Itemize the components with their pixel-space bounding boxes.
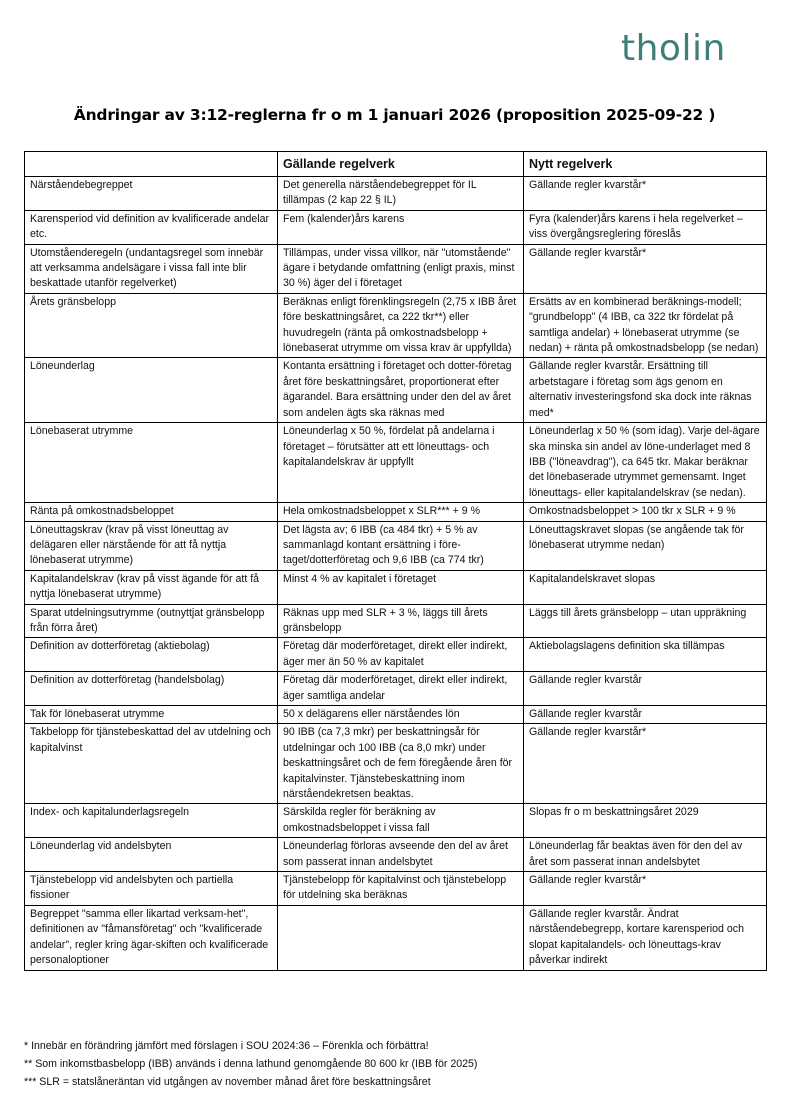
current-rule-cell: Kontanta ersättning i företaget och dotter-företag året före beskattningsåret, proportionerat efter ägarandel. Bara ersättning under den del av året som andelen ägts ska räknas med — [278, 358, 524, 423]
table-row — [25, 358, 767, 423]
new-rule-cell: Löneunderlag får beaktas även för den del av året som passerat innan andelsbytet — [524, 838, 767, 872]
new-rule-cell: Fyra (kalender)års karens i hela regelverket – viss övergångsreglering föreslås — [524, 210, 767, 244]
new-rule-cell: Omkostnadsbeloppet > 100 tkr x SLR + 9 % — [524, 503, 767, 521]
footnote: * Innebär en förändring jämfört med förslagen i SOU 2024:36 – Förenkla och förbättra! — [24, 1040, 429, 1052]
table-row — [25, 177, 767, 211]
topic-cell: Lönebaserat utrymme — [25, 423, 278, 503]
header-current-rules: Gällande regelverk — [278, 152, 524, 177]
table-row — [25, 423, 767, 503]
topic-cell: Löneunderlag vid andelsbyten — [25, 838, 278, 872]
new-rule-cell: Gällande regler kvarstår — [524, 706, 767, 724]
tholin-logo: tholin — [621, 28, 726, 69]
topic-cell: Definition av dotterföretag (handelsbolag) — [25, 672, 278, 706]
table-header-row — [25, 152, 767, 177]
current-rule-cell: Det generella närståendebegreppet för IL tillämpas (2 kap 22 § IL) — [278, 177, 524, 211]
rules-comparison-table — [24, 151, 767, 971]
table-row — [25, 905, 767, 970]
topic-cell: Utomståenderegeln (undantagsregel som innebär att verksamma andelsägare i vissa fall inte blir beskattade utanför regelverket) — [25, 244, 278, 293]
header-new-rules: Nytt regelverk — [524, 152, 767, 177]
current-rule-cell: Löneunderlag förloras avseende den del av året som passerat innan andelsbytet — [278, 838, 524, 872]
table-row — [25, 706, 767, 724]
current-rule-cell: Företag där moderföretaget, direkt eller indirekt, äger samtliga andelar — [278, 672, 524, 706]
topic-cell: Index- och kapitalunderlagsregeln — [25, 804, 278, 838]
new-rule-cell: Gällande regler kvarstår* — [524, 872, 767, 906]
topic-cell: Sparat utdelningsutrymme (outnyttjat gränsbelopp från förra året) — [25, 604, 278, 638]
table-row — [25, 293, 767, 358]
table-row — [25, 521, 767, 570]
current-rule-cell: Särskilda regler för beräkning av omkostnadsbeloppet i vissa fall — [278, 804, 524, 838]
current-rule-cell: Hela omkostnadsbeloppet x SLR*** + 9 % — [278, 503, 524, 521]
current-rule-cell: Det lägsta av; 6 IBB (ca 484 tkr) + 5 % av sammanlagd kontant ersättning i före-taget/dotterföretag och 9,6 IBB (ca 774 tkr) — [278, 521, 524, 570]
table-row — [25, 672, 767, 706]
current-rule-cell: Beräknas enligt förenklingsregeln (2,75 x IBB året före beskattningsåret, ca 222 tkr**) eller huvudregeln (ränta på omkostnadsbelopp + lönebaserat utrymme om vissa krav är uppfyllda) — [278, 293, 524, 358]
new-rule-cell: Gällande regler kvarstår* — [524, 177, 767, 211]
table-row — [25, 210, 767, 244]
current-rule-cell: Minst 4 % av kapitalet i företaget — [278, 570, 524, 604]
new-rule-cell: Ersätts av en kombinerad beräknings-modell; "grundbelopp" (4 IBB, ca 322 tkr fördelat på samtliga andelar) + lönebaserat utrymme (se nedan) + ränta på omkostnadsbelopp (se nedan) — [524, 293, 767, 358]
topic-cell: Tak för lönebaserat utrymme — [25, 706, 278, 724]
footnote: ** Som inkomstbasbelopp (IBB) används i denna lathund genomgående 80 600 kr (IBB för 2025) — [24, 1058, 478, 1070]
footnote: *** SLR = statslåneräntan vid utgången av november månad året före beskattningsåret — [24, 1076, 431, 1088]
current-rule-cell: Tjänstebelopp för kapitalvinst och tjänstebelopp för utdelning ska beräknas — [278, 872, 524, 906]
header-topic — [25, 152, 278, 177]
new-rule-cell: Gällande regler kvarstår. Ersättning till arbetstagare i företag som ägs genom en alternativ investeringsfond ska dock inte räknas med* — [524, 358, 767, 423]
new-rule-cell: Gällande regler kvarstår. Ändrat närståendebegrepp, kortare karensperiod och slopat kapitalandels- och löneuttags-krav påverkar indirekt — [524, 905, 767, 970]
new-rule-cell: Gällande regler kvarstår — [524, 672, 767, 706]
current-rule-cell: 90 IBB (ca 7,3 mkr) per beskattningsår för utdelningar och 100 IBB (ca 8,0 mkr) under beskattningsåret och de fem föregående åren för kapitalvinster. Tjänstebeskattning inom närståendekretsen beaktas. — [278, 724, 524, 804]
new-rule-cell: Löneunderlag x 50 % (som idag). Varje del-ägare ska minska sin andel av löne-underlaget med 8 IBB ("löneavdrag"), ca 645 tkr. Makar beräknar det lönebaserade utrymmet gemensamt. Inget löneuttags- eller kapitalandelskrav (se nedan). — [524, 423, 767, 503]
topic-cell: Takbelopp för tjänstebeskattad del av utdelning och kapitalvinst — [25, 724, 278, 804]
new-rule-cell: Kapitalandelskravet slopas — [524, 570, 767, 604]
current-rule-cell: Löneunderlag x 50 %, fördelat på andelarna i företaget – förutsätter att ett löneuttags- och kapitalandelskrav är uppfyllt — [278, 423, 524, 503]
topic-cell: Karensperiod vid definition av kvalificerade andelar etc. — [25, 210, 278, 244]
topic-cell: Löneunderlag — [25, 358, 278, 423]
page-title: Ändringar av 3:12-reglerna fr o m 1 januari 2026 (proposition 2025-09-22 ) — [73, 106, 716, 124]
table-row — [25, 503, 767, 521]
topic-cell: Kapitalandelskrav (krav på visst ägande för att få nyttja lönebaserat utrymme) — [25, 570, 278, 604]
table-row — [25, 838, 767, 872]
topic-cell: Ränta på omkostnadsbeloppet — [25, 503, 278, 521]
table-row — [25, 872, 767, 906]
topic-cell: Årets gränsbelopp — [25, 293, 278, 358]
current-rule-cell — [278, 905, 524, 970]
table-row — [25, 604, 767, 638]
table-row — [25, 638, 767, 672]
topic-cell: Tjänstebelopp vid andelsbyten och partiella fissioner — [25, 872, 278, 906]
table-row — [25, 570, 767, 604]
current-rule-cell: Fem (kalender)års karens — [278, 210, 524, 244]
new-rule-cell: Gällande regler kvarstår* — [524, 244, 767, 293]
footnotes — [24, 1037, 764, 1091]
table-row — [25, 724, 767, 804]
topic-cell: Närståendebegreppet — [25, 177, 278, 211]
new-rule-cell: Slopas fr o m beskattningsåret 2029 — [524, 804, 767, 838]
topic-cell: Definition av dotterföretag (aktiebolag) — [25, 638, 278, 672]
current-rule-cell: Tillämpas, under vissa villkor, när "utomstående" ägare i betydande omfattning (enligt praxis, minst 30 %) äger del i företaget — [278, 244, 524, 293]
new-rule-cell: Gällande regler kvarstår* — [524, 724, 767, 804]
current-rule-cell: Företag där moderföretaget, direkt eller indirekt, äger mer än 50 % av kapitalet — [278, 638, 524, 672]
table-row — [25, 244, 767, 293]
current-rule-cell: Räknas upp med SLR + 3 %, läggs till årets gränsbelopp — [278, 604, 524, 638]
new-rule-cell: Löneuttagskravet slopas (se angående tak för lönebaserat utrymme nedan) — [524, 521, 767, 570]
table-row — [25, 804, 767, 838]
topic-cell: Löneuttagskrav (krav på visst löneuttag av delägaren eller närstående för att få nyttja lönebaserat utrymme) — [25, 521, 278, 570]
new-rule-cell: Aktiebolagslagens definition ska tillämpas — [524, 638, 767, 672]
topic-cell: Begreppet "samma eller likartad verksam-het", definitionen av "fåmansföretag" och "kvalificerade andelar", regler kring ägar-skiften och kvalificerade personaloptioner — [25, 905, 278, 970]
new-rule-cell: Läggs till årets gränsbelopp – utan uppräkning — [524, 604, 767, 638]
current-rule-cell: 50 x delägarens eller närståendes lön — [278, 706, 524, 724]
